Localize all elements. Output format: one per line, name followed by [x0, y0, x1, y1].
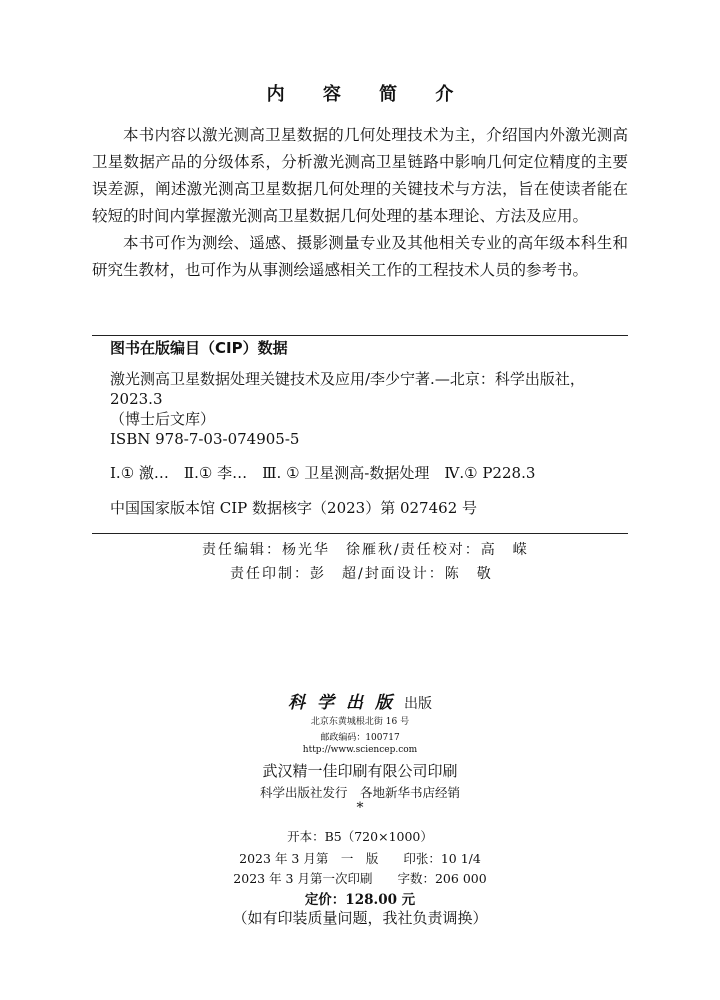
printing-info: 2023 年 3 月第一次印刷 字数：206 000	[233, 871, 487, 886]
cip-classification: Ⅰ.① 激… Ⅱ.① 李… Ⅲ. ① 卫星测高-数据处理 Ⅳ.① P228.3	[110, 464, 536, 482]
production-credits: 责任印制：彭 超/封面设计：陈 敬	[230, 566, 493, 582]
price: 定价：128.00 元	[304, 892, 416, 908]
quality-notice: （如有印装质量问题，我社负责调换）	[232, 909, 488, 927]
book-format: 开本：B5（720×1000）	[287, 829, 433, 844]
intro-paragraph-2: 本书可作为测绘、遥感、摄影测量专业及其他相关专业的高年级本科生和研究生教材，也可作为从事测绘遥感相关工作的工程技术人员的参考书。	[92, 234, 628, 279]
publisher-logo: 科学出版	[288, 693, 404, 713]
edition-info: 2023 年 3 月第 一 版 印张：10 1/4	[239, 851, 481, 866]
cip-top-rule	[92, 335, 628, 336]
cip-isbn: ISBN 978-7-03-074905-5	[110, 430, 300, 448]
publisher-website: http://www.sciencep.com	[302, 745, 418, 755]
separator-asterisk: *	[356, 800, 364, 816]
intro-section	[92, 122, 628, 284]
publisher-line	[0, 688, 720, 713]
publisher-suffix: 出版	[404, 696, 432, 712]
intro-paragraph-1: 本书内容以激光测高卫星数据的几何处理技术为主，介绍国内外激光测高卫星数据产品的分级体系，分析激光测高卫星链路中影响几何定位精度的主要误差源，阐述激光测高卫星数据几何处理的关键技术与方法，旨在使读者能在较短的时间内掌握激光测高卫星数据几何处理的基本理论、方法及应用。	[92, 126, 628, 225]
cip-bottom-rule	[92, 533, 628, 534]
publisher-address: 北京东黄城根北街 16 号	[310, 717, 410, 727]
cip-library-record: 中国国家版本馆 CIP 数据核字（2023）第 027462 号	[110, 499, 478, 517]
editor-credits: 责任编辑：杨光华 徐雁秋/责任校对：高 嵘	[202, 542, 529, 558]
cip-bibliographic-line: 激光测高卫星数据处理关键技术及应用/李少宁著.—北京：科学出版社，	[110, 370, 585, 388]
distribution: 科学出版社发行 各地新华书店经销	[259, 785, 460, 800]
publisher-postcode: 邮政编码：100717	[320, 733, 400, 743]
cip-block	[110, 338, 630, 518]
page-title: 内 容 简 介	[266, 84, 470, 105]
printer: 武汉精一佳印刷有限公司印刷	[262, 762, 458, 780]
cip-heading: 图书在版编目（CIP）数据	[110, 339, 288, 357]
cip-publication-year: 2023.3	[110, 390, 163, 408]
cip-series: （博士后文库）	[110, 410, 216, 428]
